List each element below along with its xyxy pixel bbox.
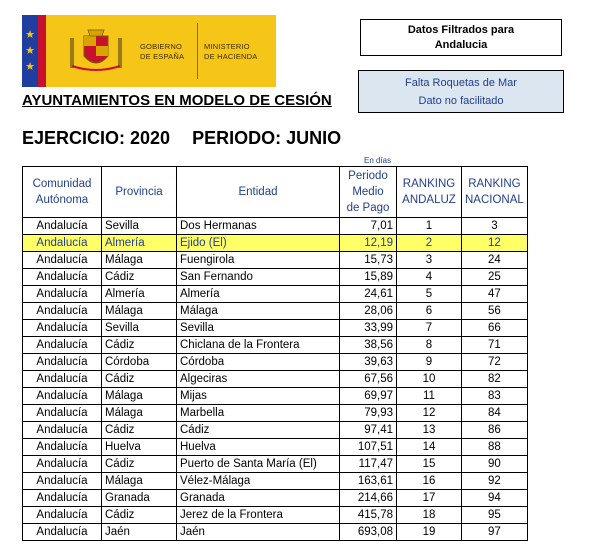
col-header-comunidad: Comunidad Autónoma [23,167,102,218]
cell-entidad: Cádiz [177,422,340,439]
cell-provincia: Sevilla [102,320,177,337]
filter-box: Datos Filtrados para Andalucia [360,19,562,56]
cell-periodo: 24,61 [340,286,397,303]
cell-comunidad: Andalucía [23,337,102,354]
cell-provincia: Córdoba [102,354,177,371]
cell-provincia: Málaga [102,388,177,405]
cell-ranking-nacional: 25 [462,269,528,286]
cell-ranking-nacional: 95 [462,507,528,524]
ranking-table [22,166,528,541]
logo-gobierno-text: GOBIERNO DE ESPAÑA [140,42,185,61]
table-row [23,235,528,252]
table-row [23,286,528,303]
cell-periodo: 214,66 [340,490,397,507]
cell-comunidad: Andalucía [23,524,102,541]
cell-periodo: 28,06 [340,303,397,320]
cell-provincia: Cádiz [102,456,177,473]
cell-periodo: 79,93 [340,405,397,422]
period-heading [22,128,341,149]
cell-ranking-nacional: 71 [462,337,528,354]
cell-comunidad: Andalucía [23,473,102,490]
cell-ranking-nacional: 47 [462,286,528,303]
cell-entidad: Jaén [177,524,340,541]
table-row [23,252,528,269]
cell-entidad: Dos Hermanas [177,218,340,235]
cell-entidad: Fuengirola [177,252,340,269]
periodo-label: PERIODO: JUNIO [192,128,342,148]
cell-entidad: Almería [177,286,340,303]
cell-ranking-nacional: 3 [462,218,528,235]
cell-provincia: Málaga [102,473,177,490]
table-row [23,524,528,541]
cell-ranking-nacional: 92 [462,473,528,490]
cell-entidad: Sevilla [177,320,340,337]
cell-provincia: Sevilla [102,218,177,235]
cell-ranking-andaluz: 1 [397,218,462,235]
table-header-row [23,167,528,218]
table-row [23,507,528,524]
cell-ranking-nacional: 72 [462,354,528,371]
cell-ranking-nacional: 24 [462,252,528,269]
cell-comunidad: Andalucía [23,388,102,405]
cell-entidad: Puerto de Santa María (El) [177,456,340,473]
cell-ranking-andaluz: 9 [397,354,462,371]
cell-ranking-andaluz: 11 [397,388,462,405]
cell-comunidad: Andalucía [23,422,102,439]
units-note: En días [364,156,392,165]
cell-ranking-nacional: 97 [462,524,528,541]
cell-comunidad: Andalucía [23,439,102,456]
page-title: AYUNTAMIENTOS EN MODELO DE CESIÓN [22,92,332,109]
col-header-ranking-andaluz: RANKING ANDALUZ [397,167,462,218]
cell-ranking-andaluz: 19 [397,524,462,541]
col-header-provincia: Provincia [102,167,177,218]
cell-periodo: 117,47 [340,456,397,473]
table-row [23,422,528,439]
cell-ranking-andaluz: 8 [397,337,462,354]
cell-ranking-nacional: 66 [462,320,528,337]
cell-comunidad: Andalucía [23,320,102,337]
cell-provincia: Jaén [102,524,177,541]
cell-comunidad: Andalucía [23,371,102,388]
gobierno-logo [22,15,276,87]
cell-periodo: 97,41 [340,422,397,439]
cell-periodo: 107,51 [340,439,397,456]
cell-periodo: 12,19 [340,235,397,252]
cell-ranking-andaluz: 16 [397,473,462,490]
cell-periodo: 15,73 [340,252,397,269]
cell-ranking-andaluz: 13 [397,422,462,439]
cell-periodo: 163,61 [340,473,397,490]
cell-ranking-nacional: 83 [462,388,528,405]
cell-entidad: Marbella [177,405,340,422]
cell-entidad: Málaga [177,303,340,320]
cell-ranking-andaluz: 6 [397,303,462,320]
table-row [23,388,528,405]
cell-ranking-andaluz: 18 [397,507,462,524]
cell-provincia: Cádiz [102,422,177,439]
col-header-periodo: Periodo Medio de Pago [340,167,397,218]
logo-divider [197,23,198,79]
table-row [23,439,528,456]
cell-comunidad: Andalucía [23,405,102,422]
table-row [23,354,528,371]
cell-provincia: Almería [102,286,177,303]
cell-provincia: Málaga [102,252,177,269]
logo-ministerio-text: MINISTERIO DE HACIENDA [204,42,258,61]
cell-ranking-andaluz: 10 [397,371,462,388]
note-box: Falta Roquetas de Mar Dato no facilitado [358,70,564,113]
cell-ranking-andaluz: 5 [397,286,462,303]
cell-comunidad: Andalucía [23,303,102,320]
cell-ranking-nacional: 94 [462,490,528,507]
table-row [23,337,528,354]
table-row [23,405,528,422]
cell-entidad: Jerez de la Frontera [177,507,340,524]
cell-comunidad: Andalucía [23,507,102,524]
cell-entidad: Mijas [177,388,340,405]
cell-entidad: Huelva [177,439,340,456]
table-row [23,218,528,235]
cell-ranking-nacional: 90 [462,456,528,473]
col-header-entidad: Entidad [177,167,340,218]
cell-ranking-andaluz: 12 [397,405,462,422]
cell-ranking-nacional: 82 [462,371,528,388]
cell-entidad: San Fernando [177,269,340,286]
table-row [23,303,528,320]
cell-entidad: Chiclana de la Frontera [177,337,340,354]
cell-ranking-andaluz: 14 [397,439,462,456]
table-row [23,456,528,473]
flag-stripe [38,15,46,87]
cell-provincia: Málaga [102,303,177,320]
cell-periodo: 39,63 [340,354,397,371]
cell-periodo: 38,56 [340,337,397,354]
table-row [23,473,528,490]
cell-ranking-andaluz: 2 [397,235,462,252]
cell-comunidad: Andalucía [23,252,102,269]
cell-provincia: Cádiz [102,371,177,388]
cell-comunidad: Andalucía [23,456,102,473]
cell-provincia: Granada [102,490,177,507]
col-header-ranking-nacional: RANKING NACIONAL [462,167,528,218]
cell-entidad: Algeciras [177,371,340,388]
cell-provincia: Cádiz [102,269,177,286]
cell-ranking-andaluz: 17 [397,490,462,507]
cell-comunidad: Andalucía [23,490,102,507]
cell-entidad: Vélez-Málaga [177,473,340,490]
eu-flag-icon: ★ ★ ★ [22,15,38,87]
cell-periodo: 415,78 [340,507,397,524]
cell-comunidad: Andalucía [23,269,102,286]
cell-provincia: Almería [102,235,177,252]
cell-entidad: Ejido (El) [177,235,340,252]
cell-ranking-nacional: 88 [462,439,528,456]
cell-periodo: 7,01 [340,218,397,235]
cell-ranking-nacional: 86 [462,422,528,439]
cell-comunidad: Andalucía [23,286,102,303]
cell-comunidad: Andalucía [23,218,102,235]
cell-periodo: 69,97 [340,388,397,405]
ejercicio-label: EJERCICIO: 2020 [22,128,171,148]
cell-ranking-andaluz: 15 [397,456,462,473]
table-row [23,490,528,507]
cell-entidad: Córdoba [177,354,340,371]
cell-comunidad: Andalucía [23,354,102,371]
cell-ranking-nacional: 12 [462,235,528,252]
cell-periodo: 33,99 [340,320,397,337]
table-row [23,320,528,337]
table-row [23,371,528,388]
cell-ranking-nacional: 84 [462,405,528,422]
cell-ranking-andaluz: 7 [397,320,462,337]
cell-periodo: 67,56 [340,371,397,388]
cell-provincia: Huelva [102,439,177,456]
cell-entidad: Granada [177,490,340,507]
cell-periodo: 15,89 [340,269,397,286]
table-row [23,269,528,286]
cell-comunidad: Andalucía [23,235,102,252]
coat-of-arms-icon [66,28,126,74]
cell-periodo: 693,08 [340,524,397,541]
cell-ranking-nacional: 56 [462,303,528,320]
cell-provincia: Cádiz [102,507,177,524]
cell-ranking-andaluz: 3 [397,252,462,269]
cell-provincia: Málaga [102,405,177,422]
cell-ranking-andaluz: 4 [397,269,462,286]
cell-provincia: Cádiz [102,337,177,354]
